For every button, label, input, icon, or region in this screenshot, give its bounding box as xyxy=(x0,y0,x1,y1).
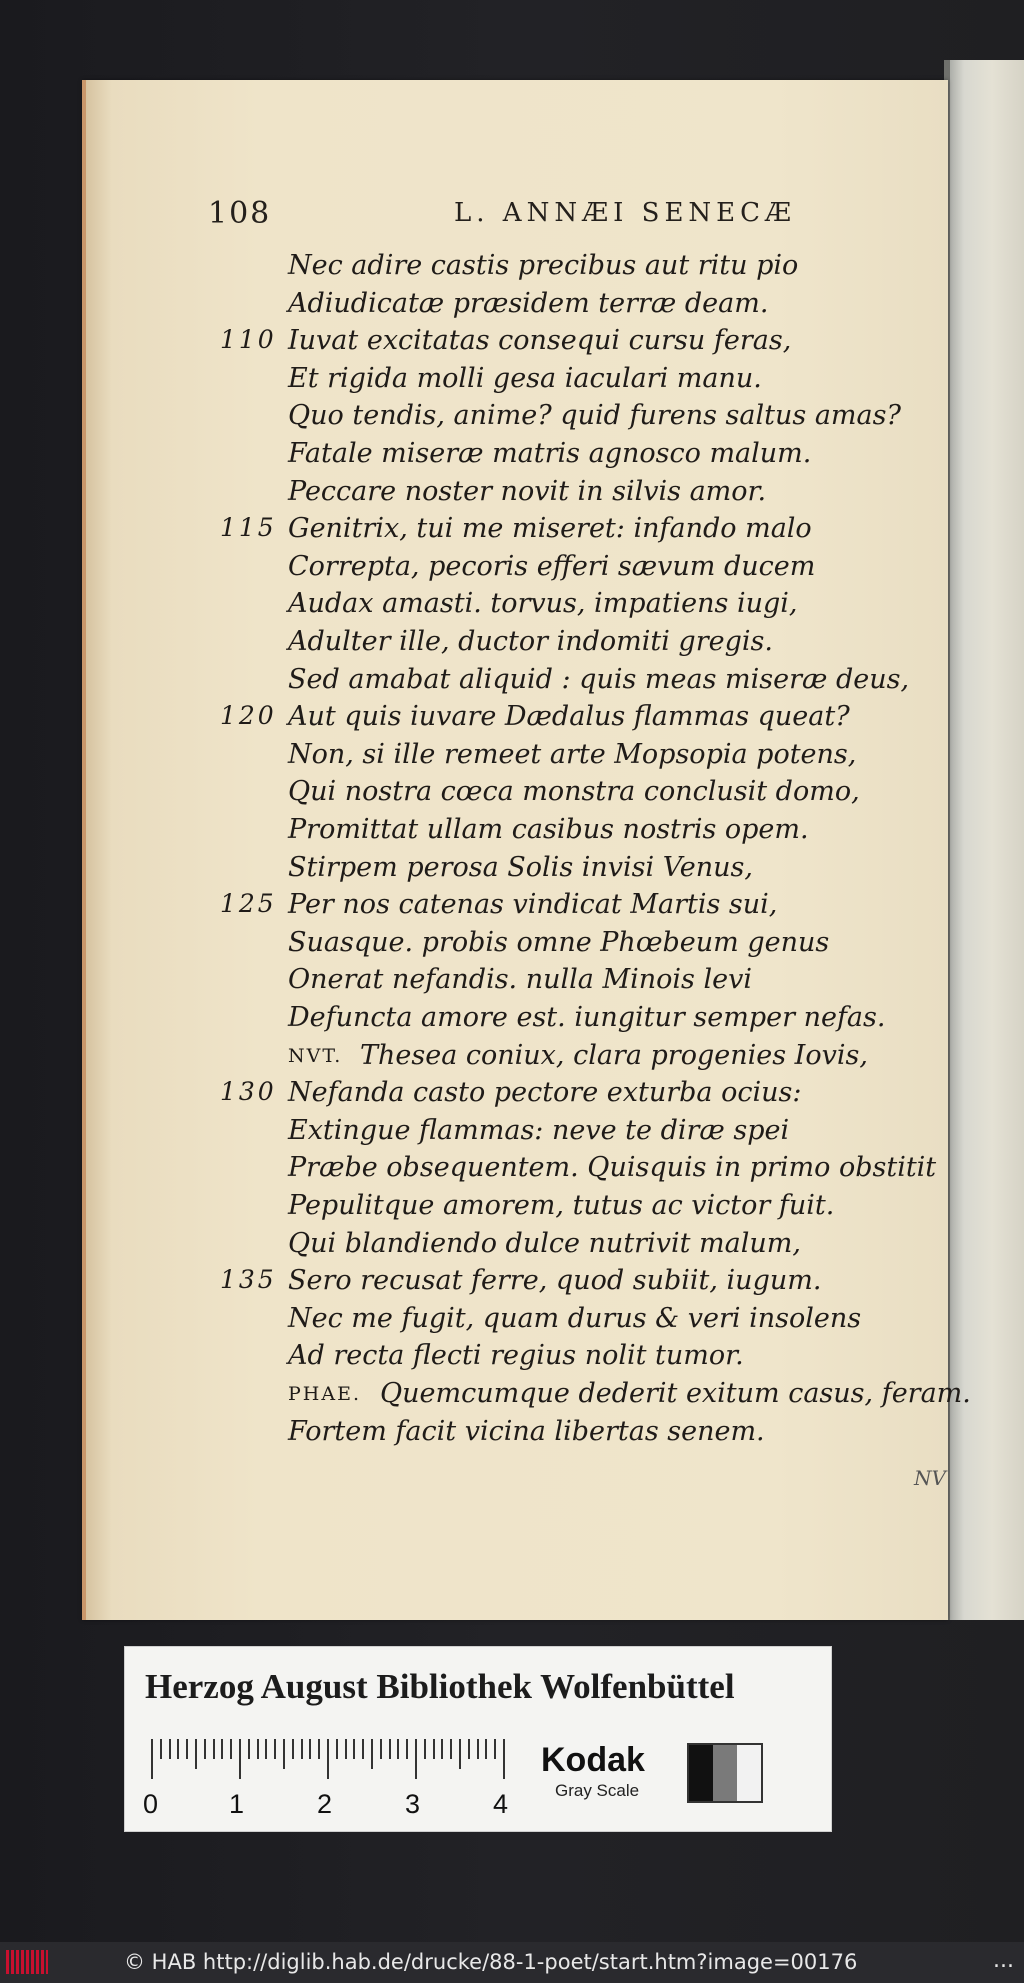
verse-line xyxy=(0,1265,944,1303)
catchword: NV xyxy=(914,1466,946,1490)
gray-scale-patches xyxy=(687,1743,763,1803)
ruler-label-3: 3 xyxy=(405,1789,421,1819)
verse-line xyxy=(0,739,944,777)
ruler-tick xyxy=(389,1739,391,1759)
ruler-tick xyxy=(213,1739,215,1759)
verse-text: Extingue flammas: neve te diræ spei xyxy=(288,1114,790,1146)
verse-line xyxy=(0,664,944,702)
verse-line xyxy=(0,964,944,1002)
line-number: 120 xyxy=(220,701,277,731)
verse-text: Stirpem perosa Solis invisi Venus, xyxy=(288,851,753,883)
ruler-tick xyxy=(371,1739,373,1769)
ruler-tick xyxy=(327,1739,329,1779)
ruler-tick xyxy=(397,1739,399,1759)
line-number: 115 xyxy=(220,513,277,543)
verse-text: Nec me fugit, quam durus & veri insolens xyxy=(288,1302,862,1334)
ruler-tick xyxy=(283,1739,285,1769)
verse-text: Correpta, pecoris efferi sævum ducem xyxy=(288,550,816,582)
verse-line xyxy=(0,701,944,739)
ruler-tick xyxy=(160,1739,162,1759)
ruler-label-2: 2 xyxy=(317,1789,333,1819)
verse-line xyxy=(0,1378,971,1416)
verse-line xyxy=(0,1190,944,1228)
verse-line xyxy=(0,776,944,814)
verse-line xyxy=(0,363,944,401)
kodak-logo: Kodak xyxy=(541,1741,645,1779)
verse-line xyxy=(0,1115,944,1153)
verse-text: Promittat ullam casibus nostris opem. xyxy=(288,814,809,845)
verse-line xyxy=(0,889,944,927)
ruler-tick xyxy=(441,1739,443,1759)
verse-line xyxy=(0,1077,944,1115)
verse-line xyxy=(0,400,944,438)
more-options-button[interactable]: ... xyxy=(993,1948,1014,1973)
viewer-footer xyxy=(0,1942,1024,1983)
ruler-label-0: 0 xyxy=(143,1789,159,1819)
scale-ruler xyxy=(151,1739,551,1779)
line-number: 130 xyxy=(220,1077,277,1107)
verse-text: Quo tendis, anime? quid furens saltus amas? xyxy=(288,400,901,432)
ruler-tick xyxy=(424,1739,426,1759)
gray-patch-light xyxy=(737,1745,761,1801)
ruler-tick xyxy=(195,1739,197,1769)
ruler-tick xyxy=(503,1739,505,1779)
gray-scale-label: Gray Scale xyxy=(555,1781,640,1800)
ruler-tick xyxy=(353,1739,355,1759)
verse-text: Qui blandiendo dulce nutrivit malum, xyxy=(288,1227,801,1259)
verse-text: Et rigida molli gesa iaculari manu. xyxy=(288,362,762,394)
verse-line xyxy=(0,1340,944,1378)
verse-line xyxy=(0,288,944,326)
ruler-tick xyxy=(257,1739,259,1759)
verse-text: Præbe obsequentem. Quisquis in primo obstitit xyxy=(288,1152,937,1184)
gray-patch-dark xyxy=(689,1745,713,1801)
color-target-card xyxy=(124,1646,832,1832)
verse-text: Ad recta flecti regius nolit tumor. xyxy=(288,1340,744,1372)
ruler-tick xyxy=(450,1739,452,1759)
verse-text: Non, si ille remeet arte Mopsopia potens, xyxy=(288,738,857,770)
verse-text: Nefanda casto pectore exturba ocius: xyxy=(288,1077,802,1109)
verse-text: Thesea coniux, clara progenies Iovis, xyxy=(360,1039,868,1071)
ruler-tick xyxy=(248,1739,250,1759)
verse-text: Pepulitque amorem, tutus ac victor fuit. xyxy=(288,1190,835,1221)
gray-patch-mid xyxy=(713,1745,737,1801)
verse-line xyxy=(0,626,944,664)
verse-line xyxy=(0,1416,944,1454)
verse-line xyxy=(0,927,944,965)
ruler-tick xyxy=(292,1739,294,1759)
verse-text: Adulter ille, ductor indomiti gregis. xyxy=(288,626,773,657)
ruler-tick xyxy=(221,1739,223,1759)
ruler-tick xyxy=(433,1739,435,1759)
speaker-label: PHAE. xyxy=(288,1383,361,1405)
ruler-tick xyxy=(477,1739,479,1759)
ruler-tick xyxy=(459,1739,461,1769)
verse-text: Peccare noster novit in silvis amor. xyxy=(288,475,767,507)
verse-text: Sed amabat aliquid : quis meas miseræ deus, xyxy=(288,663,910,695)
verse-text: Nec adire castis precibus aut ritu pio xyxy=(288,250,799,281)
verse-line xyxy=(0,1002,944,1040)
ruler-tick xyxy=(186,1739,188,1759)
ruler-tick xyxy=(230,1739,232,1759)
verse-text: Onerat nefandis. nulla Minois levi xyxy=(288,964,752,996)
line-number: 110 xyxy=(220,325,277,355)
ruler-tick xyxy=(468,1739,470,1759)
speaker-label: NVT. xyxy=(288,1044,343,1067)
verse-text: Defuncta amore est. iungitur semper nefas. xyxy=(288,1002,886,1033)
ruler-tick xyxy=(406,1739,408,1759)
verse-text: Suasque. probis omne Phœbeum genus xyxy=(288,926,830,958)
ruler-tick xyxy=(380,1739,382,1759)
verse-line xyxy=(0,325,944,363)
ruler-tick xyxy=(301,1739,303,1759)
ruler-tick xyxy=(151,1739,153,1779)
page-number: 108 xyxy=(208,196,272,231)
ruler-tick xyxy=(494,1739,496,1759)
running-head xyxy=(124,196,824,240)
verse-line xyxy=(0,1303,944,1341)
verse-text: Genitrix, tui me miseret: infando malo xyxy=(288,513,812,545)
ruler-label-4: 4 xyxy=(493,1789,509,1819)
hab-barcode-logo-icon[interactable] xyxy=(6,1950,48,1974)
library-name: Herzog August Bibliothek Wolfenbüttel xyxy=(145,1667,735,1706)
verse-line xyxy=(0,1040,944,1078)
verse-line xyxy=(0,814,944,852)
line-number: 125 xyxy=(220,889,277,919)
ruler-tick xyxy=(318,1739,320,1759)
verse-line xyxy=(0,250,944,288)
running-head-title: L. ANNÆI SENECÆ xyxy=(454,198,797,228)
verse-line xyxy=(0,438,944,476)
verse-text: Iuvat excitatas consequi cursu feras, xyxy=(288,325,792,357)
ruler-tick xyxy=(274,1739,276,1759)
verse-text: Fortem facit vicina libertas senem. xyxy=(288,1415,765,1447)
verse-text: Adiudicatæ præsidem terræ deam. xyxy=(288,287,769,319)
verse-line xyxy=(0,852,944,890)
ruler-tick xyxy=(204,1739,206,1759)
line-number: 135 xyxy=(220,1265,277,1295)
verse-text: Fatale miseræ matris agnosco malum. xyxy=(288,438,812,469)
ruler-tick xyxy=(309,1739,311,1759)
verse-text: Aut quis iuvare Dædalus flammas queat? xyxy=(288,701,850,733)
ruler-tick xyxy=(415,1739,417,1779)
ruler-tick xyxy=(177,1739,179,1759)
ruler-tick xyxy=(336,1739,338,1759)
ruler-tick xyxy=(169,1739,171,1759)
verse-line xyxy=(0,476,944,514)
verse-line xyxy=(0,513,944,551)
ruler-tick xyxy=(345,1739,347,1759)
verse-line xyxy=(0,551,944,589)
verse-text: Per nos catenas vindicat Martis sui, xyxy=(288,889,778,921)
verse-line xyxy=(0,1152,944,1190)
copyright-link[interactable]: © HAB http://diglib.hab.de/drucke/88-1-poet/start.htm?image=00176 xyxy=(124,1950,858,1974)
verse-text: Qui nostra cœca monstra conclusit domo, xyxy=(288,776,860,808)
verse-line xyxy=(0,1228,944,1266)
ruler-tick xyxy=(265,1739,267,1759)
ruler-label-1: 1 xyxy=(229,1789,245,1819)
ruler-tick xyxy=(239,1739,241,1779)
verse-text: Sero recusat ferre, quod subiit, iugum. xyxy=(288,1265,822,1297)
ruler-tick xyxy=(485,1739,487,1759)
verse-line xyxy=(0,588,944,626)
verse-text: Audax amasti. torvus, impatiens iugi, xyxy=(288,588,798,620)
ruler-tick xyxy=(362,1739,364,1759)
verse-text: Quemcumque dederit exitum casus, feram. xyxy=(380,1378,971,1409)
